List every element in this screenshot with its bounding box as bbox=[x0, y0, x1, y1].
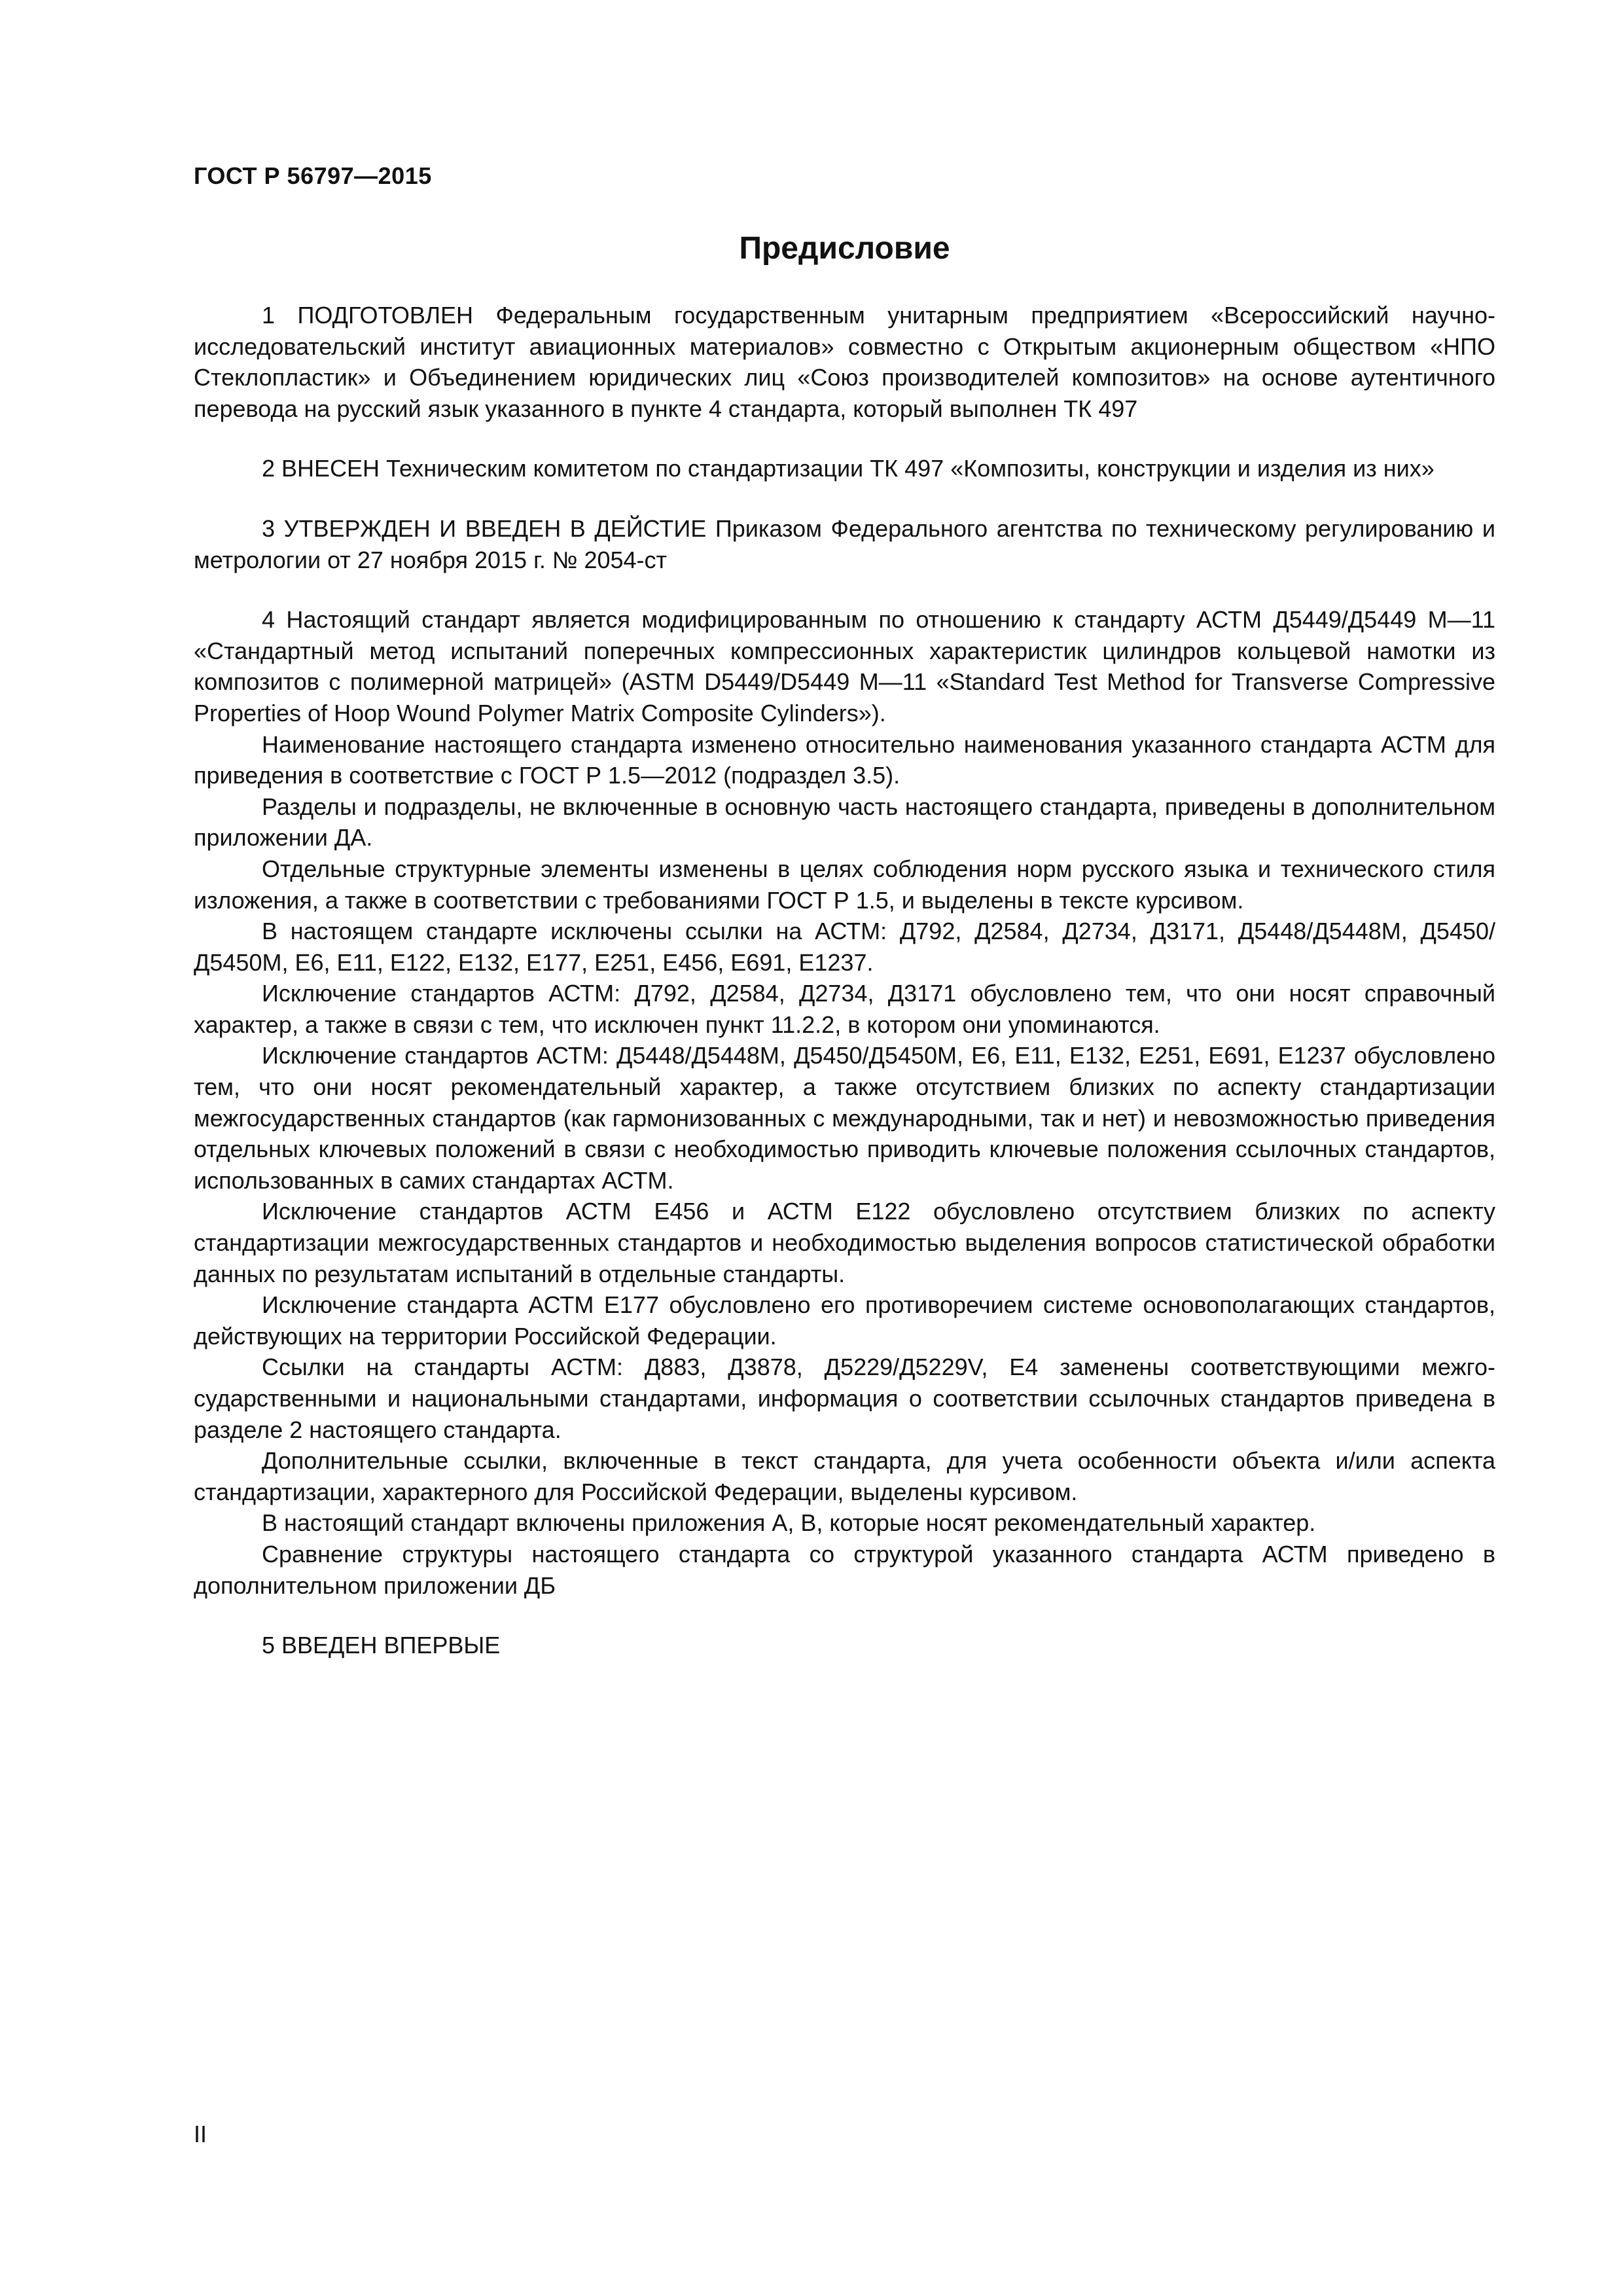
paragraph-included-appendices: В настоящий стандарт включены приложения А, В, которые носят рекомендательный характер. bbox=[262, 1509, 1316, 1537]
paragraph-structural-elements: Отдельные структурные элементы изменены в целях соблюдения норм русского языка и технического стиля изложения, а также в соответствии с требованиями ГОСТ Р 1.5, и выделены в тексте курсивом. bbox=[194, 855, 1495, 914]
page-title: Предисловие bbox=[739, 231, 950, 266]
paragraph-additional-references: Дополнительные ссылки, включенные в текст стандарта, для учета особенности объекта и/или аспекта стандартизации, характерного для Российской Федерации, выделены курсивом. bbox=[194, 1447, 1495, 1505]
paragraph-structure-comparison: Сравнение структуры настоящего стандарта со структурой указанного стандарта АСТМ приведено в дополнительном приложении ДБ bbox=[194, 1540, 1495, 1599]
paragraph-exclusion-reason-3: Исключение стандартов АСТМ Е456 и АСТМ Е122 обусловлено отсутствием близких по аспекту стандартизации межгосударственных стандартов и необходимостью выделения вопросов статистической обработки данных по результатам испытаний в отдельные стандарты. bbox=[194, 1198, 1495, 1287]
paragraph-sections-appendix: Разделы и подразделы, не включенные в основную часть настоящего стандарта, приведены в дополнительном приложении ДА. bbox=[194, 793, 1495, 852]
paragraph-title-change: Наименование настоящего стандарта изменено относительно наименования указанного стандарта АСТМ для приведения в соответствие с ГОСТ Р 1.5—2012 (подраздел 3.5). bbox=[194, 730, 1495, 789]
preface-body bbox=[194, 300, 1495, 1661]
paragraph-excluded-references: В настоящем стандарте исключены ссылки на АСТМ: Д792, Д2584, Д2734, Д3171, Д5448/Д5448М, Д5450/Д5450М, Е6, Е11, Е122, Е132, Е177, Е251, Е456, Е691, Е1237. bbox=[194, 918, 1495, 976]
document-code-header: ГОСТ Р 56797—2015 bbox=[194, 162, 432, 189]
paragraph-exclusion-reason-4: Исключение стандарта АСТМ Е177 обусловлено его противоречием системе основополагающих стандартов, действующих на территории Российской Федерации. bbox=[194, 1291, 1495, 1350]
paragraph-exclusion-reason-2: Исключение стандартов АСТМ: Д5448/Д5448М, Д5450/Д5450М, Е6, Е11, Е132, Е251, Е691, Е1237 обусловлено тем, что они носят рекомендательный характер, а также отсутствием близких по аспекту стандартизации межгосударственных стандартов (как гармонизованных с международными, так и нет) и невозможностью приведения отдельных ключевых положений в связи с необходимостью приводить ключевые положения ссылочных стандартов, использованных в самих стандартах АСТМ. bbox=[194, 1042, 1495, 1194]
paragraph-first-introduced: 5 ВВЕДЕН ВПЕРВЫЕ bbox=[262, 1632, 501, 1659]
paragraph-prepared-by: 1 ПОДГОТОВЛЕН Федеральным государственным унитарным предприятием «Всероссийский научно-исследовательский институт авиационных материалов» совместно с Открытым акционерным обществом «НПО Стеклопластик» и Объединением юридических лиц «Союз производителей композитов» на основе аутентичного перевода на русский язык указанного в пункте 4 стандарта, который выполнен ТК 497 bbox=[194, 302, 1495, 422]
paragraph-approved: 3 УТВЕРЖДЕН И ВВЕДЕН В ДЕЙСТИЕ Приказом Федерального агентства по техническому регулированию и метрологии от 27 ноября 2015 г. № 2054-ст bbox=[194, 514, 1495, 573]
paragraph-replaced-references: Ссылки на стандарты АСТМ: Д883, Д3878, Д5229/Д5229V, Е4 заменены соответствующими межгосударственными и национальными стандартами, информация о соответствии ссылочных стандартов приведена в разделе 2 настоящего стандарта. bbox=[194, 1354, 1495, 1443]
paragraph-introduced-by: 2 ВНЕСЕН Техническим комитетом по стандартизации ТК 497 «Композиты, конструкции и изделия из них» bbox=[262, 455, 1435, 482]
paragraph-exclusion-reason-1: Исключение стандартов АСТМ: Д792, Д2584, Д2734, Д3171 обусловлено тем, что они носят справочный характер, а также в связи с тем, что исключен пункт 11.2.2, в котором они упоминаются. bbox=[194, 980, 1495, 1038]
page-number: II bbox=[194, 2121, 207, 2147]
paragraph-modification-statement: 4 Настоящий стандарт является модифицированным по отношению к стандарту АСТМ Д5449/Д5449 М—11 «Стандартный метод испытаний поперечных компрессионных характеристик цилиндров кольцевой намотки из композитов с полимерной матрицей» (ASTM D5449/D5449 М—11 «Standard Test Method for Transverse Compressive Properties of Hoop Wound Polymer Matrix Composite Cylinders»). bbox=[194, 606, 1495, 726]
